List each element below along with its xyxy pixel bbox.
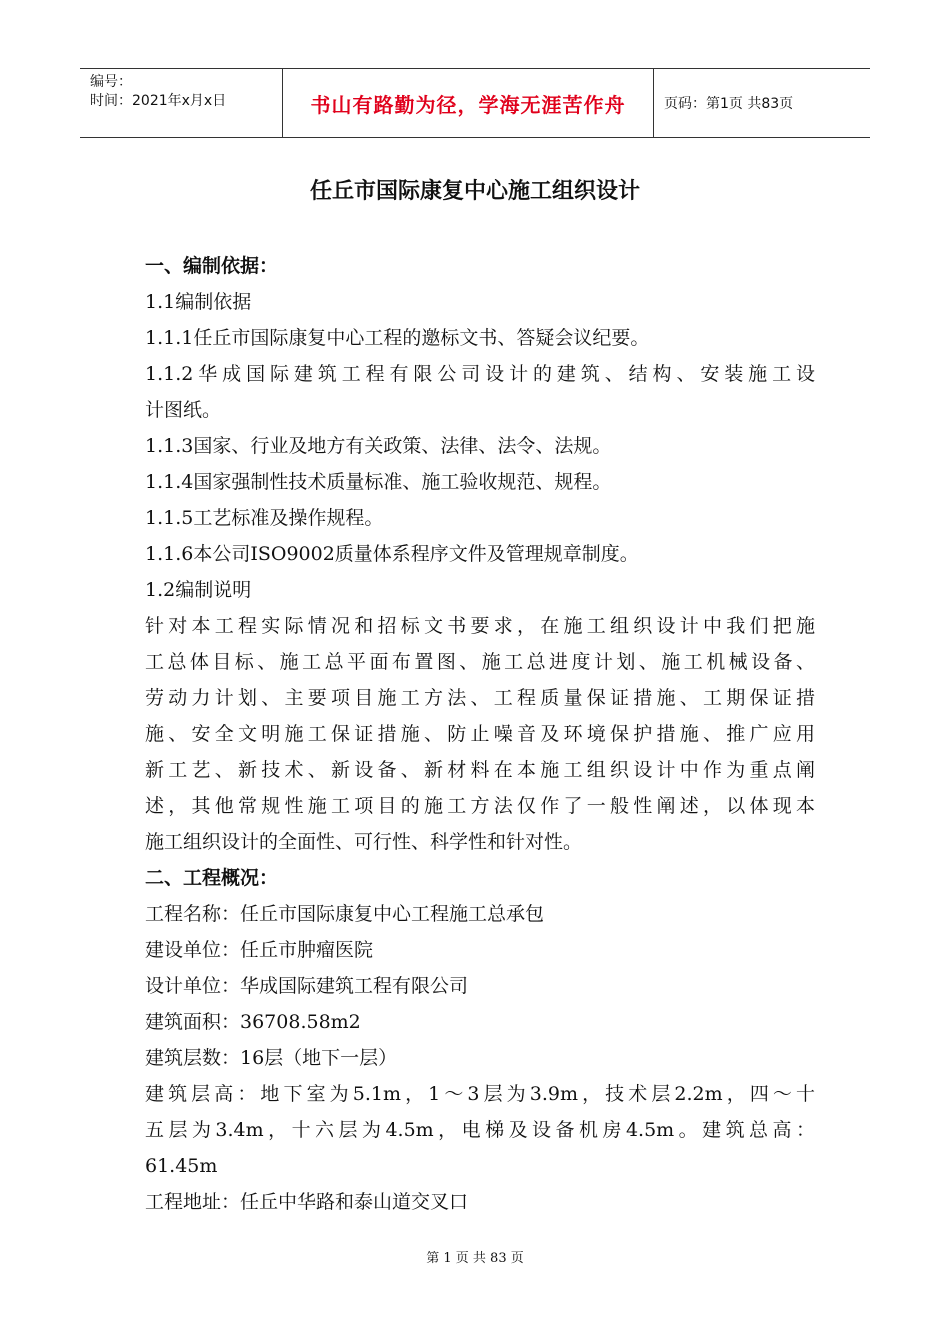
body-line: 1.1编制依据 [145, 291, 252, 313]
document-time-label: 时间：2021年x月x日 [90, 93, 227, 109]
body-line: 针对本工程实际情况和招标文书要求，在施工组织设计中我们把施 [145, 615, 815, 637]
body-line: 1.2编制说明 [145, 579, 252, 601]
body-line: 施、安全文明施工保证措施、防止噪音及环境保护措施、推广应用 [145, 723, 815, 745]
body-line: 1.1.1任丘市国际康复中心工程的邀标文书、答疑会议纪要。 [145, 327, 650, 349]
body-line: 设计单位：华成国际建筑工程有限公司 [145, 975, 469, 997]
body-line: 61.45m [145, 1155, 218, 1177]
page-footer: 第 1 页 共 83 页 [426, 1251, 524, 1266]
document-body [145, 248, 815, 1220]
section-heading: 二、工程概况： [145, 867, 279, 889]
body-line: 施工组织设计的全面性、可行性、科学性和针对性。 [145, 831, 583, 853]
document-number-label: 编号： [90, 74, 132, 90]
body-line: 1.1.6本公司ISO9002质量体系程序文件及管理规章制度。 [145, 543, 639, 565]
body-line: 工程名称：任丘市国际康复中心工程施工总承包 [145, 903, 545, 925]
body-line: 建筑层高：地下室为5.1m，1～3层为3.9m，技术层2.2m，四～十 [145, 1083, 815, 1105]
body-line: 述，其他常规性施工项目的施工方法仅作了一般性阐述，以体现本 [145, 795, 815, 817]
body-line: 计图纸。 [145, 399, 222, 421]
body-line: 劳动力计划、主要项目施工方法、工程质量保证措施、工期保证措 [145, 687, 815, 709]
body-line: 1.1.5工艺标准及操作规程。 [145, 507, 384, 529]
header-motto: 书山有路勤为径，学海无涯苦作舟 [282, 69, 654, 137]
document-title: 任丘市国际康复中心施工组织设计 [309, 179, 640, 204]
body-line: 1.1.2华成国际建筑工程有限公司设计的建筑、结构、安装施工设 [145, 363, 815, 385]
body-line: 建筑面积：36708.58m2 [145, 1011, 361, 1033]
body-line: 建筑层数：16层（地下一层） [145, 1047, 398, 1069]
body-line: 新工艺、新技术、新设备、新材料在本施工组织设计中作为重点阐 [145, 759, 815, 781]
header-page-info: 页码：第1页 共83页 [664, 96, 794, 112]
body-line: 工程地址：任丘中华路和泰山道交叉口 [145, 1191, 469, 1213]
body-line: 五层为3.4m，十六层为4.5m，电梯及设备机房4.5m。建筑总高： [145, 1119, 815, 1141]
body-line: 1.1.3国家、行业及地方有关政策、法律、法令、法规。 [145, 435, 612, 457]
body-line: 建设单位：任丘市肿瘤医院 [145, 939, 374, 961]
page-header [80, 68, 870, 138]
body-line: 工总体目标、施工总平面布置图、施工总进度计划、施工机械设备、 [145, 651, 815, 673]
body-line: 1.1.4国家强制性技术质量标准、施工验收规范、规程。 [145, 471, 612, 493]
header-meta [80, 69, 282, 137]
section-heading: 一、编制依据： [145, 255, 279, 277]
